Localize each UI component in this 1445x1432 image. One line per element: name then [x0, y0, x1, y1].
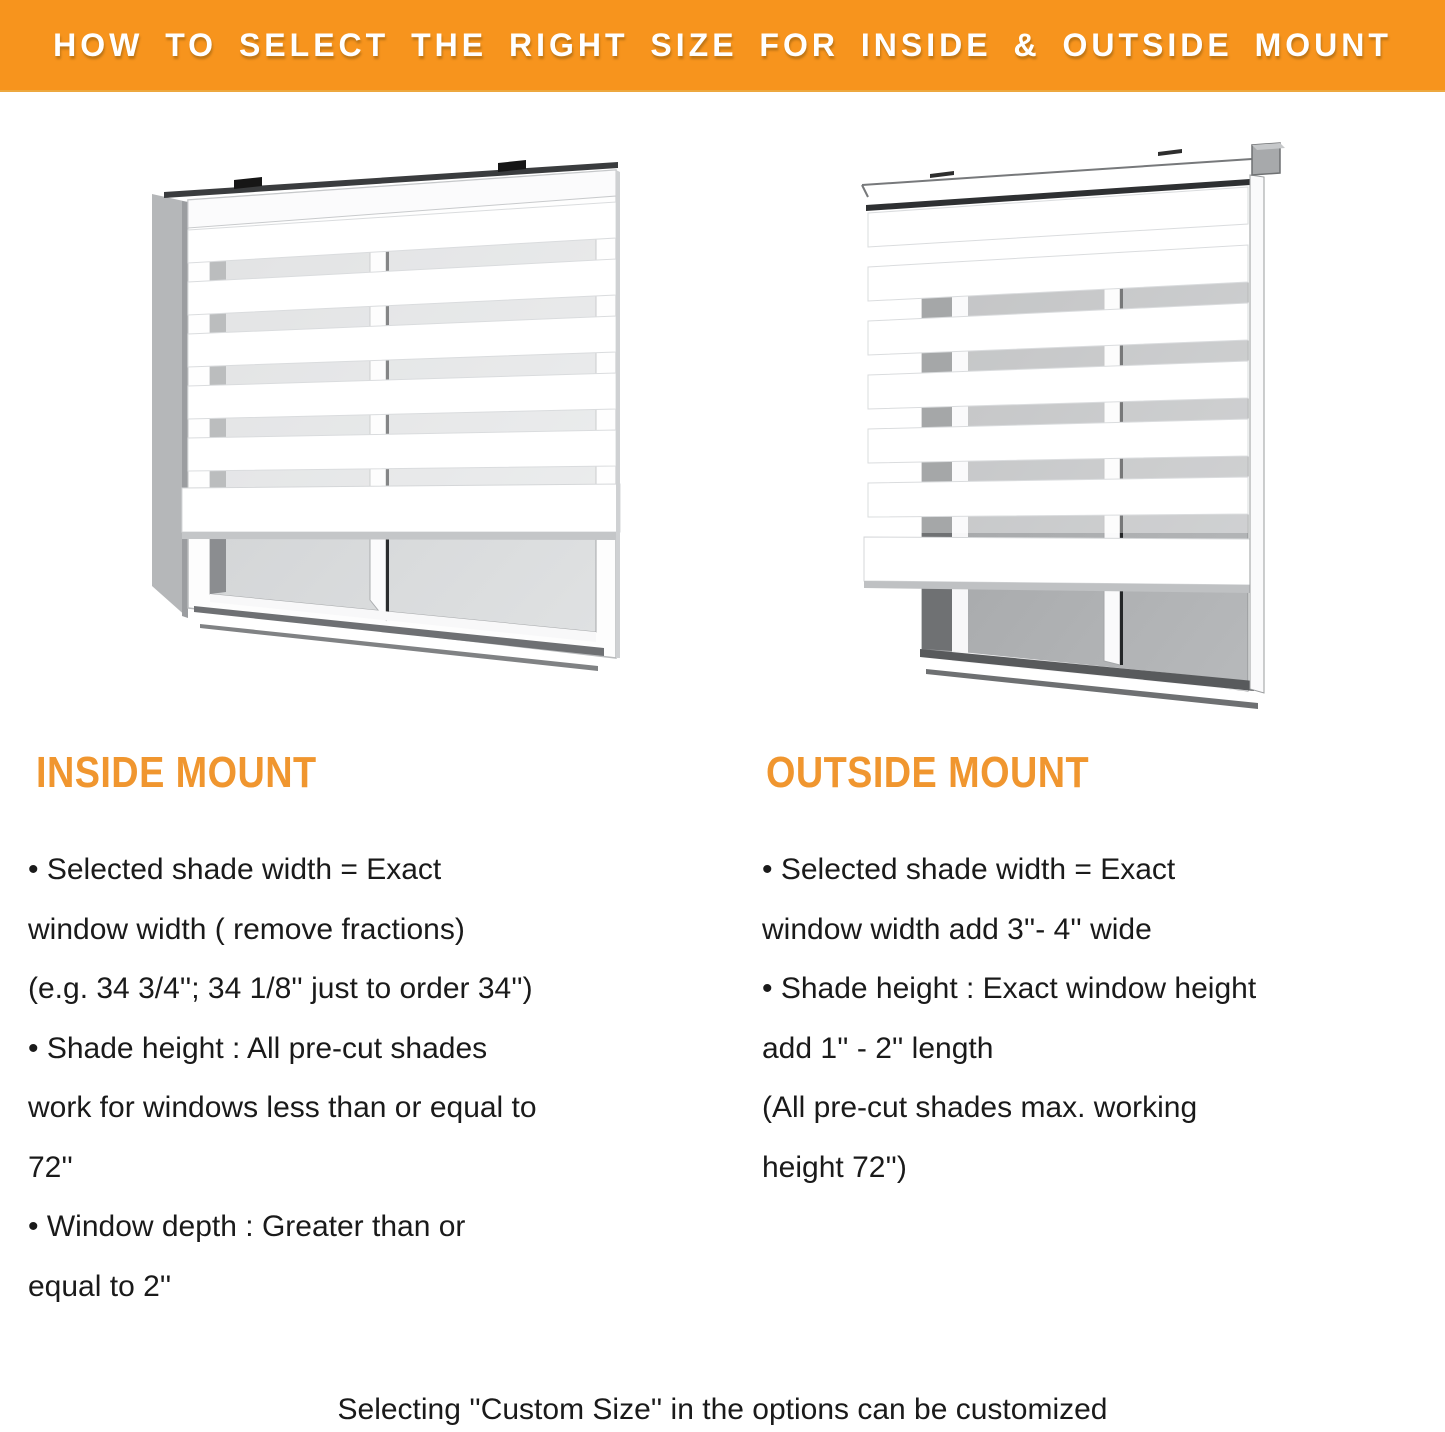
window-jamb: [152, 194, 188, 618]
outside-mount-figure: [860, 133, 1320, 745]
shade-bottom-bar: [864, 537, 1252, 593]
inside-line: window width ( remove fractions): [28, 912, 465, 946]
inside-line: • Window depth : Greater than or: [28, 1210, 466, 1243]
inside-mount-figure: [148, 150, 648, 730]
outside-mount-heading: OUTSIDE MOUNT: [766, 748, 1090, 797]
shade-bottom-bar: [182, 484, 620, 540]
inside-line: • Shade height : All pre-cut shades: [28, 1031, 488, 1065]
outside-line: (All pre-cut shades max. working: [762, 1091, 1198, 1124]
outside-mount-text-block: [762, 840, 1445, 1197]
outside-line: • Selected shade width = Exact: [762, 853, 1176, 886]
inside-line: equal to 2'': [28, 1269, 172, 1303]
custom-size-note: Selecting ''Custom Size'' in the options can be customized: [337, 1393, 1108, 1426]
inside-line: • Selected shade width = Exact: [28, 853, 442, 886]
inside-line: 72'': [28, 1150, 73, 1184]
inside-line: work for windows less than or equal to: [28, 1091, 537, 1124]
banner: [0, 0, 1445, 92]
mounting-bracket: [1252, 143, 1285, 175]
banner-title: HOW TO SELECT THE RIGHT SIZE FOR INSIDE & OUTSIDE MOUNT: [53, 26, 1392, 63]
shade-side-rail: [1250, 175, 1264, 693]
outside-line: • Shade height : Exact window height: [762, 972, 1257, 1005]
outside-mount-window-illustration: [860, 133, 1320, 745]
outside-line: add 1'' - 2'' length: [762, 1031, 994, 1065]
inside-mount-heading: INSIDE MOUNT: [36, 748, 317, 797]
inside-mount-text-block: [28, 840, 723, 1316]
outside-line: height 72''): [762, 1150, 907, 1184]
inside-line: (e.g. 34 3/4''; 34 1/8'' just to order 34''): [28, 972, 533, 1005]
outside-line: window width add 3''- 4'' wide: [762, 912, 1152, 946]
inside-mount-window-illustration: [148, 150, 648, 730]
window-frame-right-edge: [616, 170, 620, 658]
